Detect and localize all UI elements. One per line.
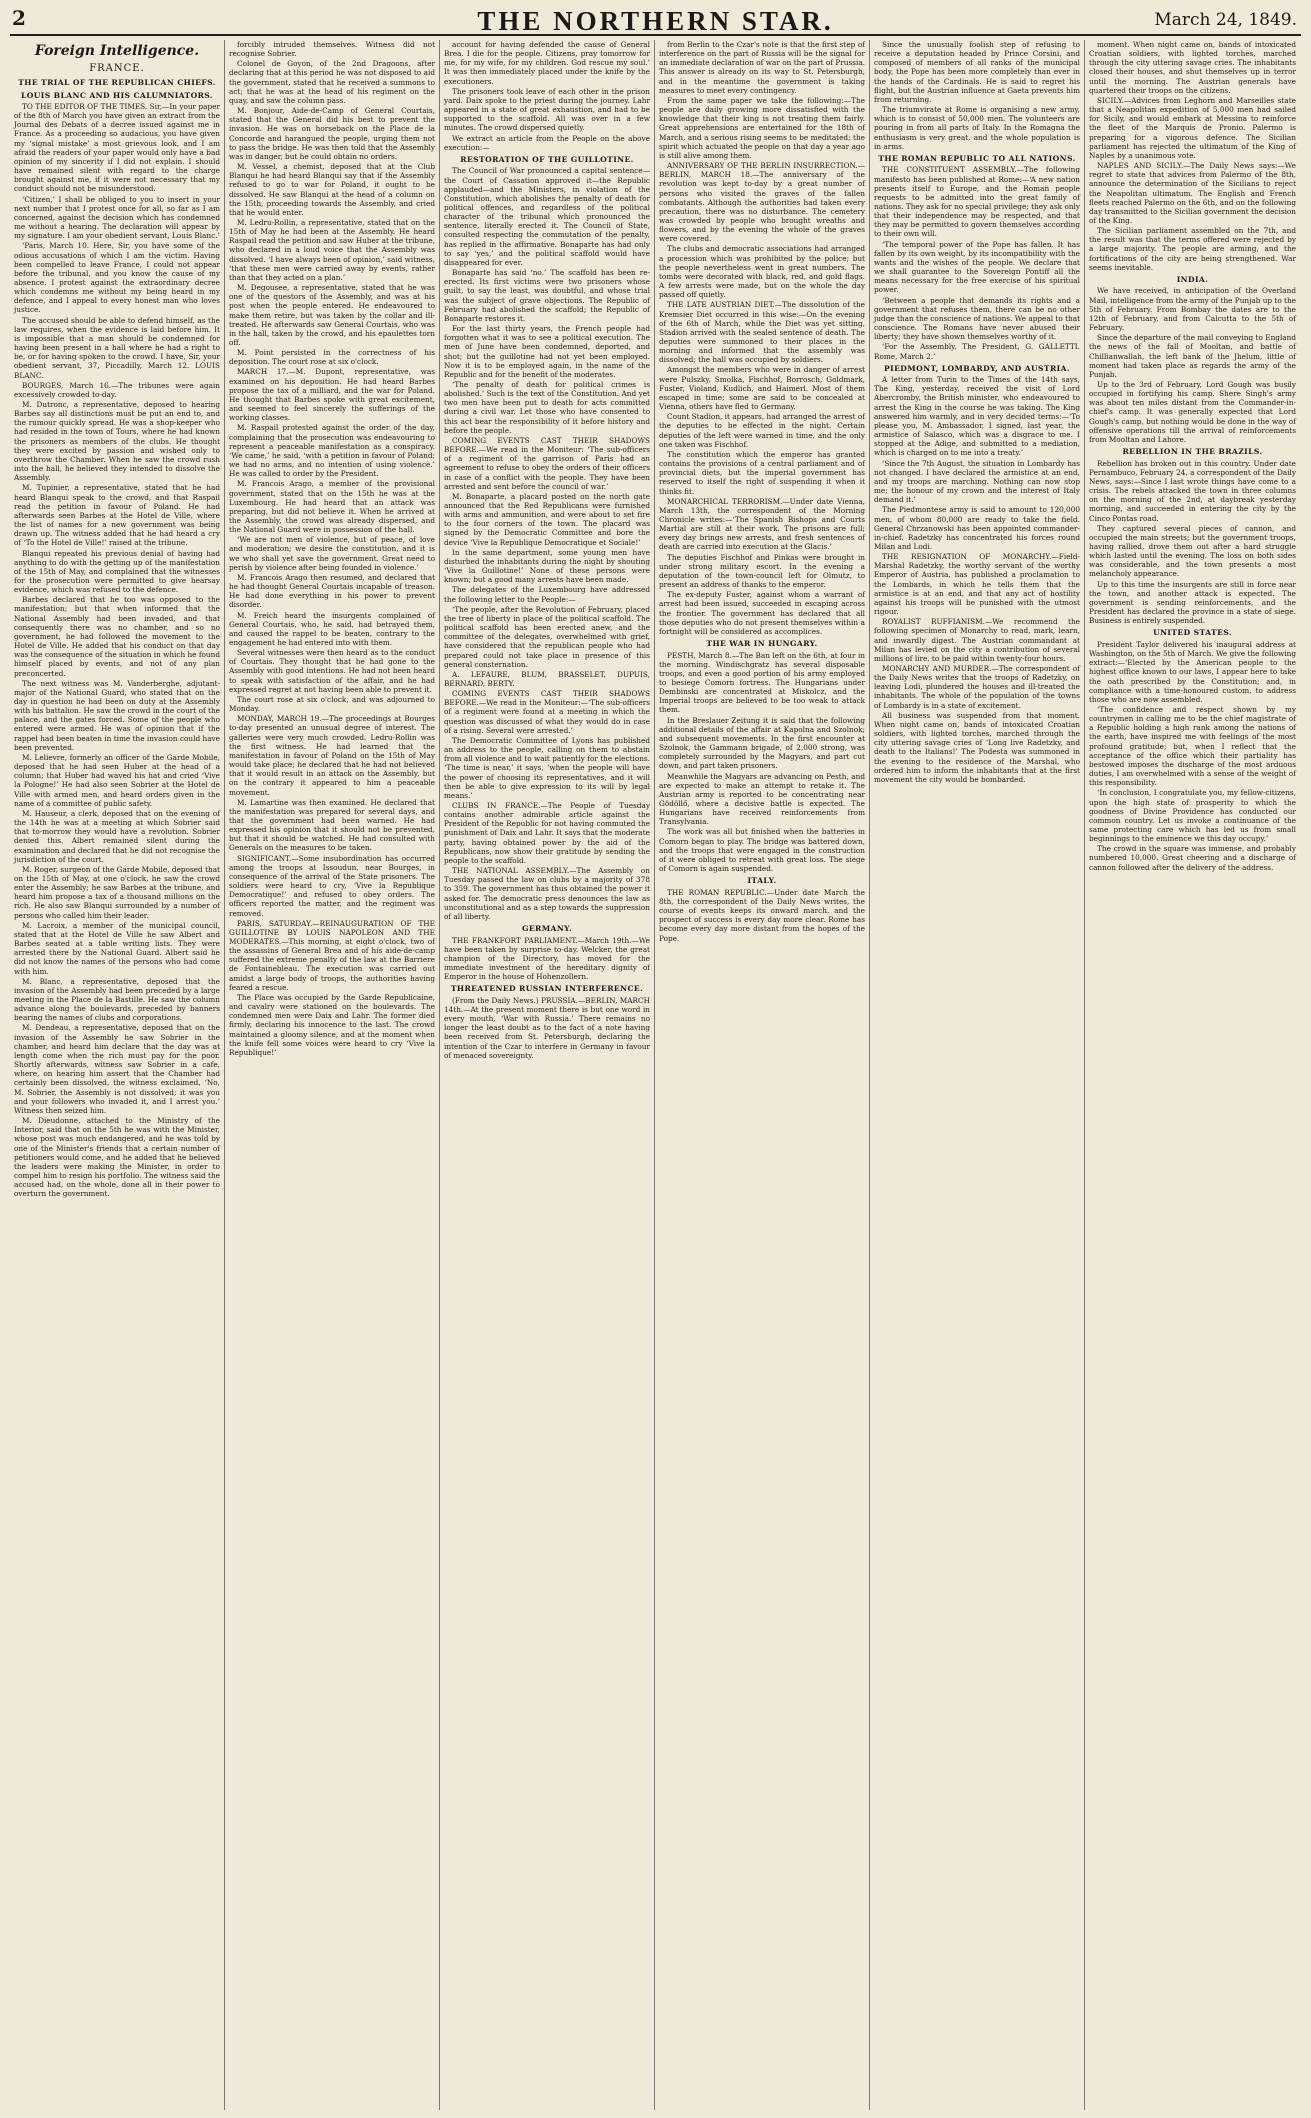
article-paragraph: ‘For the Assembly, The President, G. GALLETTI. Rome, March 2.’ [874, 342, 1080, 361]
column-5 [870, 40, 1085, 2110]
article-paragraph: For the last thirty years, the French people had forgotten what it was to see a political execution. The men of June have been condemned, deported, and shot; but the guillotine had not yet been employed. Now it is to be employed again, in the name of the Republic and for the benefit of the moderates. [444, 324, 650, 379]
article-paragraph: M. Freich heard the insurgents complained of General Courtais, who, he said, had betrayed them, and caused the rappel to be beaten, contrary to the engagement he had entered into with them. [229, 610, 435, 647]
article-paragraph: The crowd in the square was immense, and probably numbered 10,000. Great cheering and a discharge of cannon followed after the delivery of the address. [1089, 844, 1296, 872]
subhead-heading: INDIA. [1176, 274, 1209, 284]
country-heading: FRANCE. [89, 63, 145, 74]
article-paragraph: MONARCHY AND MURDER.—The correspondent of the Daily News writes that the troops of Radetzky, on leaving Lodi, plundered the houses and ill-treated the inhabitants. The whole of the population of the towns of Lombardy is in a state of excitement. [874, 664, 1080, 710]
article-paragraph: Since the unusually foolish step of refusing to receive a deputation headed by Prince Corsini, and composed of members of all ranks of the municipal body, the Pope has been more completely than ever in the hands of the Cardinals. He is said to regret his flight, but the Austrian influence at Gaeta prevents him from returning. [874, 40, 1080, 104]
column-4 [655, 40, 870, 2110]
article-paragraph: forcibly intruded themselves. Witness did not recognise Sobrier. [229, 40, 435, 59]
article-paragraph: MONARCHICAL TERRORISM.—Under date Vienna, March 13th, the correspondent of the Morning Chronicle writes:—‘The Spanish Bishops and Courts Martial are still at their work. The prisons are full; every day brings new arrests, and fresh sentences of death are carried into execution at the Glacis.’ [659, 496, 865, 552]
article-paragraph: Bonaparte has said ‘no.’ The scaffold has been re-erected. Its first victims were two prisoners whose guilt, to say the least, was doubtful, and whose trial was the subject of grave objections. The Republic of February had abolished the scaffold; the Republic of Bonaparte restores it. [444, 268, 650, 323]
article-paragraph: ANNIVERSARY OF THE BERLIN INSURRECTION.—BERLIN, MARCH 18.—The anniversary of the revolution was kept to-day by a great number of persons who visited the graves of the fallen combatants. Although the authorities had taken every precaution, there was no disturbance. The cemetery was crowded by people who brought wreaths and flowers, and by the evening the whole of the graves were covered. [659, 161, 865, 244]
article-paragraph: CLUBS IN FRANCE.—The People of Tuesday contains another admirable article against the President of the Republic for not having commuted the punishment of Daix and Lahr. It says that the moderate party, having obtained power by the aid of the Republicans, now show their gratitude by sending the people to the scaffold. [444, 801, 650, 865]
subhead-heading: UNITED STATES. [1153, 628, 1232, 638]
article-paragraph: ROYALIST RUFFIANISM.—We recommend the following specimen of Monarchy to read, mark, learn, and inwardly digest. The Austrian commandant at Milan has levied on the city a contribution of several millions of lire, to be paid within twenty-four hours. [874, 617, 1080, 663]
article-paragraph: M. Lacroix, a member of the municipal council, stated that at the Hotel de Ville he saw Albert and Barbes seated at a table writing lists. They were arrested there by the National Guard. Albert said he did not know the names of the persons who had come with him. [14, 920, 220, 976]
article-paragraph: SICILY.—Advices from Leghorn and Marseilles state that a Neapolitan expedition of 5,000 men had sailed for Sicily, and would embark at Messina to reinforce the fleet of the Marquis de Pronio. Palermo is preparing for a vigorous defence. The Sicilian parliament has rejected the ultimatum of the King of Naples by a unanimous vote. [1089, 95, 1296, 160]
article-paragraph: M. Roger, surgeon of the Garde Mobile, deposed that on the 15th of May, at one o'clock, he saw the crowd enter the Assembly; he saw Barbes at the tribune, and heard him propose a tax of a thousand millions on the rich. He also saw Blanqui surrounded by a number of persons who called him their leader. [14, 864, 220, 920]
article-paragraph: PESTH, March 8.—The Ban left on the 6th, at four in the morning. Windischgratz has several disposable troops, and even a good portion of his army employed to besiege Comorn fortress. The Hungarians under Dembinski are concentrated at Miskolcz, and the Imperial troops are believed to be too weak to attack them. [659, 650, 865, 715]
article-paragraph: from Berlin to the Czar's note is that the first step of interference on the part of Russia will be the signal for an immediate declaration of war on the part of Prussia. This answer is already on its way to St. Petersburgh, and in the meantime the government is taking measures to meet every contingency. [659, 40, 865, 95]
article-paragraph: In the same department, some young men have disturbed the inhabitants during the night by shouting ‘Vive la Guillotine!’ None of these persons were known; but a good many arrests have been made. [444, 547, 650, 585]
article-paragraph: The delegates of the Luxembourg have addressed the following letter to the People:— [444, 585, 650, 604]
article-paragraph: THE RESIGNATION OF MONARCHY.—Field-Marshal Radetzky, the worthy servant of the worthy Emperor of Austria, has published a proclamation to the Lombards, in which he tells them that the armistice is at an end, and that any act of hostility against his troops will be punished with the utmost rigour. [874, 552, 1080, 617]
article-paragraph: BOURGES, March 16.—The tribunes were again excessively crowded to-day. [14, 380, 220, 399]
article-paragraph: The court rose at six o'clock, and was adjourned to Monday. [229, 694, 435, 714]
article-paragraph: COMING EVENTS CAST THEIR SHADOWS BEFORE.—We read in the Moniteur:—‘The sub-officers of a regiment were found at a meeting in which the question was discussed of what they would do in case of a rising. Several were arrested.’ [444, 689, 650, 735]
article-paragraph: Blanqui repeated his previous denial of having had anything to do with the getting up of the manifestation of the 15th of May, and complained that the witnesses for the prosecution were permitted to give hearsay evidence, which was refused to the defence. [14, 548, 220, 595]
article-paragraph: ‘Since the 7th August, the situation in Lombardy has not changed. I have declared the armistice at an end, and my troops are marching. Nothing can now stop me; the honour of my crown and the interest of Italy demand it.’ [874, 458, 1080, 505]
article-paragraph: M. Blanc, a representative, deposed that the invasion of the Assembly had been preceded by a large meeting in the Place de la Bastille. He saw the column advance along the boulevards, preceded by banners bearing the names of clubs and corporations. [14, 976, 220, 1023]
article-paragraph: Barbes declared that he too was opposed to the manifestation; but that when informed that the National Assembly had been invaded, and that consequently there was no chamber, and so no government, he had followed the movement to the Hotel de Ville. He added that his conduct on that day was the consequence of the situation in which he found himself placed by events, and not of any plan preconcerted. [14, 595, 220, 678]
article-paragraph: Up to this time the insurgents are still in force near the town, and another attack is expected. The government is sending reinforcements, and the President has declared the province in a state of siege. Business is entirely suspended. [1089, 579, 1296, 626]
article-paragraph: The constitution which the emperor has granted contains the provisions of a central parliament and of provincial diets, but the imperial government has reserved to itself the right of suspending it when it thinks fit. [659, 449, 865, 496]
article-paragraph: The prisoners took leave of each other in the prison yard. Daix spoke to the priest during the journey. Lahr appeared in a state of great exhaustion, and had to be supported to the scaffold. All was over in a few minutes. The crowd dispersed quietly. [444, 86, 650, 133]
article-paragraph: M. Francois Arago then resumed, and declared that he had thought General Courtais incapable of treason. He had done everything in his power to prevent disorder. [229, 572, 435, 610]
article-paragraph: M. Lamartine was then examined. He declared that the manifestation was prepared for several days, and that the government had been warned. He had expressed his opinion that it should not be prevented, but that it should be watched. He had consulted with Generals on the measures to be taken. [229, 797, 435, 853]
article-paragraph: SIGNIFICANT.—Some insubordination has occurred among the troops at Issoudun, near Bourges, in consequence of the arrival of the State prisoners. The soldiers were heard to cry, ‘Vive la Republique Democratique!’ and refused to obey orders. The officers reported the matter, and the regiment was removed. [229, 853, 435, 918]
article-paragraph: The Council of War pronounced a capital sentence—the Court of Cassation approved it—the Republic applauded—and the Ministers, in violation of the Constitution, which abolishes the penalty of death for political offences, and regardless of the political character of the tribunal which pronounced the sentence, literally erected it. The Council of State, consulted respecting the commutation of the penalty, has replied in the affirmative. Bonaparte has had only to say ‘yes,’ and the political scaffold would have disappeared for ever. [444, 166, 650, 267]
article-paragraph: All business was suspended from that moment. When night came on, bands of intoxicated Croatian soldiers, with lighted torches, marched through the city uttering savage cries of ‘Long live Radetzky, and death to the Italians!’ The Podesta was summoned in the evening to the residence of the Marshal, who ordered him to inform the inhabitants that at the first movement the city would be bombarded. [874, 710, 1080, 784]
article-paragraph: M. Lelievre, formerly an officer of the Garde Mobile, deposed that he had seen Huber at the head of a column; that Huber had waved his hat and cried ‘Vive la Pologne!’ He had also seen Sobrier at the Hotel de Ville with armed men, and heard orders given in the name of a committee of public safety. [14, 752, 220, 808]
article-paragraph: The triumvirate at Rome is organising a new army, which is to consist of 50,000 men. The volunteers are pouring in from all parts of Italy. In the Romagna the enthusiasm is very great, and the whole population is in arms. [874, 105, 1080, 151]
column-3 [440, 40, 655, 2110]
article-paragraph: COMING EVENTS CAST THEIR SHADOWS BEFORE.—We read in the Moniteur: ‘The sub-officers of a regiment of the garrison of Paris had an agreement to refuse to obey the orders of their officers in case of a conflict with the people. They have been arrested and sent before the council of war.’ [444, 435, 650, 491]
article-paragraph: ‘The people, after the Revolution of February, placed the tree of liberty in place of the political scaffold. The political scaffold has been erected anew, and the committee of the delegates, overwhelmed with grief, have considered that the republican people who had prepared could not take place in presence of this general consternation. [444, 604, 650, 669]
subhead-heading: LOUIS BLANC AND HIS CALUMNIATORS. [21, 90, 213, 100]
article-paragraph: Colonel de Goyon, of the 2nd Dragoons, after declaring that at this period he was not disposed to aid the government, stated that he received a summons to act; that he was at the head of his regiment on the quay, and saw the column pass. [229, 59, 435, 105]
article-paragraph: M. Francois Arago, a member of the provisional government, stated that on the 15th he was at the Luxembourg. He had heard that an attack was preparing, but did not believe it. When he arrived at the Assembly, the crowd was already dispersed, and the National Guard were in possession of the hall. [229, 479, 435, 535]
article-paragraph: Several witnesses were then heard as to the conduct of Courtais. They thought that he had gone to the Assembly with good intentions. He had not been heard to speak with satisfaction of the affair, and he had expressed regret at not having been able to prevent it. [229, 648, 435, 694]
article-paragraph: M. Raspail protested against the order of the day, complaining that the prosecution was endeavouring to represent a peaceable manifestation as a conspiracy. ‘We came,’ he said, ‘with a petition in favour of Poland; we had no arms, and no intention of using violence.’ He was called to order by the President. [229, 423, 435, 479]
article-paragraph: ‘The penalty of death for political crimes is abolished.’ Such is the text of the Constitution. And yet two men have been put to death for acts committed during a civil war. Let those who have consented to this act bear the responsibility of it before history and before the people. [444, 379, 650, 435]
column-1 [10, 40, 225, 2110]
article-paragraph: The Place was occupied by the Garde Republicaine, and cavalry were stationed on the boulevards. The condemned men were Daix and Lahr. The former died firmly, declaring his innocence to the last. The crowd maintained a gloomy silence, and at the moment when the knife fell some voices were heard to cry ‘Vive la Republique!’ [229, 992, 435, 1057]
article-paragraph: M. Dutronc, a representative, deposed to hearing Barbes say all distinctions must be put an end to, and the rumour quickly spread. He was a shop-keeper who had resided in the town of Tours, where he had known the prisoners as members of the clubs. He thought they were excited by passion and wished only to overthrow the Chamber. When he saw the crowd rush into the hall, he believed they intended to dissolve the Assembly. [14, 400, 220, 483]
subhead-heading: GERMANY. [521, 924, 573, 934]
article-paragraph: account for having defended the cause of General Brea. I die for the people. Citizens, pray tomorrow for me, for my wife, for my children. God rescue my soul.’ It was then immediately placed under the knife by the executioners. [444, 40, 650, 86]
article-paragraph: The Sicilian parliament assembled on the 7th, and the result was that the terms offered were rejected by a large majority. The people are arming, and the fortifications of the city are being strengthened. War seems inevitable. [1089, 226, 1296, 272]
article-paragraph: ‘We are not men of violence, but of peace, of love and moderation; we desire the constitution, and it is we who shall yet save the government. Great need to perish by violence after being founded in violence.’ [229, 535, 435, 572]
article-paragraph: M. Dieudonne, attached to the Ministry of the Interior, said that on the 5th he was with the Minister, whose post was much endangered, and he was told by one of the Minister's friends that a certain number of petitioners would come, and he added that he believed the leaders were making the Minister, in order to compel him to resign his portfolio. The witness said the accused had, on the whole, done all in their power to overturn the government. [14, 1116, 220, 1199]
column-container [10, 40, 1301, 2110]
article-paragraph: ‘Paris, March 10. Here, Sir, you have some of the odious accusations of which I am the victim. Having been compelled to leave France, I could not appear before the tribunal, and you know the cause of my absence. I protest against the extraordinary decree which condemns me without my being heard in my defence, and I appeal to every honest man who loves justice. [14, 241, 220, 315]
article-paragraph: The clubs and democratic associations had arranged a procession which was prohibited by the police; but the people nevertheless went in great numbers. The tombs were decorated with black, red, and gold flags. A few arrests were made, but on the whole the day passed off quietly. [659, 244, 865, 300]
article-paragraph: TO THE EDITOR OF THE TIMES. Sir,—In your paper of the 8th of March you have given an extract from the Journal des Debats of a decree issued against me in France. As a proceeding so audacious, you have given my ‘signal mistake’ a most grievous look, and I am afraid the readers of your paper would only have a bad opinion of my sincerity if I did not explain. I should have remained silent with regard to the charge brought against me, if it were not necessary that my conduct should not be misunderstood. [14, 102, 220, 194]
article-paragraph: We have received, in anticipation of the Overland Mail, intelligence from the army of the Punjab up to the 5th of February. From Bombay the dates are to the 12th of February, and from Calcutta to the 5th of February. [1089, 286, 1296, 333]
article-paragraph: President Taylor delivered his inaugural address at Washington, on the 5th of March. We give the following extract:—‘Elected by the American people to the highest office known to our laws, I appear here to take the oath prescribed by the Constitution; and, in compliance with a time-honoured custom, to address those who are now assembled. [1089, 639, 1296, 704]
article-paragraph: M. Dendeau, a representative, deposed that on the invasion of the Assembly he saw Sobrier in the chamber, and heard him declare that the day was at length come when the rich must pay for the poor. Shortly afterwards, witness saw Sobrier in a cafe, where, on hearing him assert that the Chamber had certainly been dissolved, the witness exclaimed, ‘No, M. Sobrier, the Assembly is not dissolved; it was you and your followers who invaded it, and I arrest you.’ Witness then seized him. [14, 1023, 220, 1115]
article-paragraph: Amongst the members who were in danger of arrest were Pulszky, Smolka, Fischhof, Borrosch, Goldmark, Fuster, Violand, Kudlich, and Haimerl. Most of them escaped in time; some are said to be concealed at Vienna, others have fled to Germany. [659, 365, 865, 412]
article-paragraph: (From the Daily News.) PRUSSIA.—BERLIN, MARCH 14th.—At the present moment there is but one word in every mouth, ‘War with Russia.’ There remains no longer the least doubt as to the fact of a note having been received from St. Petersburgh, declaring the intention of the Czar to interfere in Germany in favour of menaced sovereignty. [444, 995, 650, 1060]
article-paragraph: From the same paper we take the following:—The people are daily growing more dissatisfied with the knowledge that their king is not treating them fairly. Great apprehensions are entertained for the 18th of March, and a serious rising seems to be meditated; the spirit which actuated the people on that day a year ago is still alive among them. [659, 95, 865, 160]
article-paragraph: THE ROMAN REPUBLIC.—Under date March the 8th, the correspondent of the Daily News writes, the course of events keeps its onward march, and the prospect of success is every day more clear. Rome has become every day more distant from the hopes of the Pope. [659, 887, 865, 943]
article-paragraph: M. Ledru-Rollin, a representative, stated that on the 15th of May he had been at the Assembly. He heard Raspail read the petition and saw Huber at the tribune, who declared in a loud voice that the Assembly was dissolved. ‘I have always been of opinion,’ said witness, ‘that these men were carried away by events, rather than that they acted on a plan.’ [229, 217, 436, 282]
article-paragraph: A letter from Turin to the Times of the 14th says, The King, yesterday, received the visit of Lord Abercromby, the British minister, who endeavoured to arrest the King in the course he was taking. The King answered him warmly, and in very decided terms:—‘To please you, M. Ambassador, I signed, last year, the armistice of Salasco, which was a disgrace to me. I stopped at the Adige, and submitted to a mediation, which is charged on to me into a treaty.’ [874, 375, 1080, 458]
article-paragraph: MARCH 17.—M. Dupont, representative, was examined on his deposition. He had heard Barbes propose the tax of a milliard, and the war for Poland. He thought that Barbes spoke with great excitement, and seemed to feel sincerely the sufferings of the working classes. [229, 367, 435, 423]
article-paragraph: They captured several pieces of cannon, and occupied the main streets; but the government troops, having rallied, drove them out after a hard struggle which lasted until the evening. The loss on both sides was considerable, and the town presents a most melancholy appearance. [1089, 523, 1296, 579]
article-paragraph: M. Vessel, a chemist, deposed that at the Club Blanqui he had heard Blanqui say that if the Assembly refused to go to war for Poland, it ought to be dissolved. He saw Blanqui at the head of a column on the 15th, proceeding towards the Assembly, and cried that he would enter. [229, 162, 435, 217]
subhead-heading: PIEDMONT, LOMBARDY, AND AUSTRIA. [884, 363, 1070, 373]
article-paragraph: Count Stadion, it appears, had arranged the arrest of the deputies to be effected in the night. Certain deputies of the left were warned in time, and the only one taken was Fischhof. [659, 412, 865, 449]
issue-date: March 24, 1849. [1154, 10, 1297, 30]
article-paragraph: In the Breslauer Zeitung it is said that the following additional details of the affair at Kapolna and Szolnok; and subsequent movements. In the first encounter at Szolnok, the Gammann brigade, of 2,000 strong, was completely surrounded by the Magyars, and part cut down, and part taken prisoners. [659, 715, 865, 771]
article-paragraph: M. Tupinier, a representative, stated that he had heard Blanqui speak to the crowd, and that Raspail read the petition in favour of Poland. He had afterwards seen Barbes at the Hotel de Ville, where the list of names for a new government was being drawn up. The witness added that he had heard a cry of ‘To the Hotel de Ville!’ raised at the tribune. [14, 483, 220, 548]
subhead-heading: REBELLION IN THE BRAZILS. [1122, 447, 1263, 457]
article-paragraph: The deputies Fischhof and Pinkas were brought in under strong military escort. In the evening a deputation of the town-council left for Olmutz, to present an address of thanks to the emperor. [659, 552, 865, 590]
subhead-heading: ITALY. [747, 876, 777, 886]
article-paragraph: moment. When night came on, bands of intoxicated Croatian soldiers, with lighted torches, marched through the city uttering savage cries. The inhabitants closed their houses, and shut themselves up in terror until the morning. The Austrian generals have quartered their troops on the citizens. [1089, 40, 1296, 95]
masthead [10, 4, 1301, 36]
article-paragraph: M. Point persisted in the correctness of his deposition. The court rose at six o'clock. [229, 348, 435, 367]
article-paragraph: The work was all but finished when the batteries in Comorn began to play. The bridge was battered down, and the troops that were engaged in the construction of it were obliged to retreat with great loss. The siege of Comorn is again suspended. [659, 827, 865, 874]
article-paragraph: A. LEFAURE, BLUM, BRASSELET, DUPUIS, BERNARD, BERTY. [444, 669, 650, 688]
section-heading: Foreign Intelligence. [34, 43, 200, 59]
article-paragraph: The Democratic Committee of Lyons has published an address to the people, calling on them to abstain from all violence and to wait patiently for the elections. ‘The time is near,’ it says, ‘when the people will have the power of choosing its representatives, and it will then be able to give expression to its will by legal means.’ [444, 735, 650, 800]
newspaper-title: THE NORTHERN STAR. [477, 6, 834, 36]
article-paragraph: M. Hauseur, a clerk, deposed that on the evening of the 14th he was at a meeting at which Sobrier said that to-morrow they would have a revolution. Sobrier denied this. Albert remained silent during the examination and declared that he did not recognise the jurisdiction of the court. [14, 808, 220, 864]
article-paragraph: NAPLES AND SICILY.—The Daily News says:—We regret to state that advices from Palermo of the 8th, announce the determination of the Sicilians to reject the Neapolitan ultimatum. The English and French fleets reached Palermo on the 6th, and on the following day transmitted to the Sicilian government the decision of the King. [1089, 161, 1296, 225]
article-paragraph: We extract an article from the People on the above execution:— [444, 133, 650, 152]
article-paragraph: The accused should be able to defend himself, as the law requires, when the evidence is laid before him. It is impossible that a man should be condemned for having been present in a hall where he had a right to be, or for having spoken to the crowd. I have, Sir, your obedient servant, 37, Piccadilly, March 12. LOUIS BLANC. [14, 315, 220, 380]
subhead-heading: THE ROMAN REPUBLIC TO ALL NATIONS. [878, 153, 1076, 163]
article-paragraph: The ex-deputy Fuster, against whom a warrant of arrest had been issued, succeeded in escaping across the frontier. The government has declared that all those deputies who do not present themselves within a fortnight will be considered as accomplices. [659, 590, 865, 636]
article-paragraph: THE LATE AUSTRIAN DIET.—The dissolution of the Kremsier Diet occurred in this wise:—On the evening of the 6th of March, while the Diet was yet sitting, Stadion arrived with the sealed sentence of death. The deputies were summoned to their places in the morning and informed that the assembly was dissolved; the hall was occupied by soldiers. [659, 300, 865, 365]
subhead-heading: THE WAR IN HUNGARY. [706, 639, 818, 648]
article-paragraph: Since the departure of the mail conveying to England the news of the fall of Mooltan, and battle of Chillianwallah, the left bank of the Jhelum, little of moment had taken place as regards the army of the Punjab. [1089, 333, 1296, 379]
article-paragraph: M. Degousee, a representative, stated that he was one of the questors of the Assembly, and was at his post when the people entered. He endeavoured to make them retire, but was taken by the collar and ill-treated. He afterwards saw General Courtais, who was in the hall, taken by the crowd, and his epaulettes torn off. [229, 283, 435, 347]
article-paragraph: ‘The temporal power of the Pope has fallen. It has fallen by its own weight, by its incompatibility with the wants and the wishes of the people. We declare that we shall guarantee to the Sovereign Pontiff all the means necessary for the free exercise of his spiritual power. [874, 239, 1080, 295]
page-number: 2 [12, 6, 26, 30]
subhead-heading: THREATENED RUSSIAN INTERFERENCE. [450, 984, 644, 994]
article-paragraph: ‘Citizen,’ I shall be obliged to you to insert in your next number that I protest once for all, so far as I am concerned, against the decision which has condemned me without a hearing. The declaration will appear by my signature. I am your obedient servant, Louis Blanc.’ [14, 194, 220, 241]
article-paragraph: M. Bonjour, Aide-de-Camp of General Courtais, stated that the General did his best to prevent the invasion. He was on horseback on the Place de la Concorde and harangued the people, urging them not to pass the bridge. He was then told that the Assembly was in danger, but he could obtain no orders. [229, 106, 435, 161]
article-paragraph: THE FRANKFORT PARLIAMENT.—March 19th.—We have been taken by surprise to-day. Welcker, the great champion of the Directory, has moved for the immediate investment of the hereditary dignity of Emperor in the house of Hohenzollern. [444, 935, 650, 982]
column-2 [225, 40, 440, 2110]
article-paragraph: M. Bonaparte, a placard posted on the north gate announced that the Red Republicans were furnished with arms and ammunition, and were about to set fire to the four corners of the town. The placard was signed by the Democratic Committee and bore the device ‘Vive la Republique Democratique et Sociale!’ [444, 491, 650, 547]
article-paragraph: The Piedmontese army is said to amount to 120,000 men, of whom 80,000 are ready to take the field. General Chrzanowski has been appointed commander-in-chief. Radetzky has concentrated his forces round Milan and Lodi. [874, 505, 1080, 551]
article-paragraph: THE NATIONAL ASSEMBLY.—The Assembly on Tuesday passed the law on clubs by a majority of 378 to 359. The government has thus obtained the power it asked for. The democratic press denounces the law as unconstitutional and as a step towards the suppression of all liberty. [444, 866, 650, 921]
column-6 [1085, 40, 1300, 2110]
article-paragraph: ‘Between a people that demands its rights and a government that refuses them, there can be no other judge than the conscience of nations. We appeal to that conscience. The Romans have never abused their liberty; they have shown themselves worthy of it. [874, 295, 1080, 342]
article-paragraph: ‘The confidence and respect shown by my countrymen in calling me to be the chief magistrate of a Republic holding a high rank among the nations of the earth, have inspired me with feelings of the most profound gratitude; but, when I reflect that the acceptance of the office which their partiality has bestowed imposes the discharge of the most arduous duties, I am overwhelmed with a sense of the weight of this responsibility. [1089, 704, 1296, 788]
article-paragraph: PARIS, SATURDAY.—REINAUGURATION OF THE GUILLOTINE BY LOUIS NAPOLEON AND THE MODERATES.—This morning, at eight o'clock, two of the assassins of General Brea and of his aide-de-camp suffered the extreme penalty of the law at the Barriere de Fontainebleau. The execution was carried out amidst a large body of troops, the authorities having feared a rescue. [229, 918, 435, 992]
article-paragraph: Up to the 3rd of February, Lord Gough was busily occupied in fortifying his camp. Shere Singh's army was about ten miles distant from the Commander-in-chief's camp. It was generally expected that Lord Gough's camp, but nothing would be done in the way of offensive operations till the arrival of reinforcements from Mooltan and Lahore. [1089, 379, 1296, 444]
article-paragraph: Rebellion has broken out in this country. Under date Pernambuco, February 24, a correspondent of the Daily News, says:—Since I last wrote things have come to a crisis. The rebels attacked the town in three columns on the morning of the 2nd, at daybreak yesterday morning, and succeeded in entering the city by the Cinco Pontas road. [1089, 458, 1296, 523]
article-paragraph: MONDAY, MARCH 19.—The proceedings at Bourges to-day presented an unusual degree of interest. The galleries were very much crowded. Ledru-Rollin was the first witness. He had learned that the manifestation in favour of Poland on the 15th of May would take place; he declared that he had not believed that it would result in an attack on the Assembly, but on the contrary it appeared to him a peaceable movement. [229, 714, 435, 797]
article-paragraph: ‘In conclusion, I congratulate you, my fellow-citizens, upon the high state of prosperity to which the goodness of Divine Providence has conducted our common country. Let us invoke a continuance of the same protecting care which has led us from small beginnings to the eminence we this day occupy.’ [1089, 788, 1296, 844]
article-paragraph: Meanwhile the Magyars are advancing on Pesth, and are expected to make an attempt to retake it. The Austrian army is reported to be concentrating near Gödöllő, where a decisive battle is expected. The Hungarians have received reinforcements from Transylvania. [659, 771, 865, 827]
subhead-heading: THE TRIAL OF THE REPUBLICAN CHIEFS. [18, 78, 216, 87]
article-paragraph: The next witness was M. Vanderberghe, adjutant-major of the National Guard, who stated that on the day in question he had been on duty at the Assembly with his battalion. He saw the crowd in the court of the palace, and the gates forced. Some of the people who entered were armed. He was of opinion that if the rappel had been beaten in time the invasion could have been prevented. [14, 678, 220, 752]
article-paragraph: THE CONSTITUENT ASSEMBLY.—The following manifesto has been published at Rome:—‘A new nation presents itself to Europe, and the Roman people requests to be admitted into the great family of nations. They ask for no special privilege; they ask only that their independence may be respected, and that they may be permitted to govern themselves according to their own will. [874, 165, 1080, 239]
subhead-heading: RESTORATION OF THE GUILLOTINE. [460, 154, 634, 164]
